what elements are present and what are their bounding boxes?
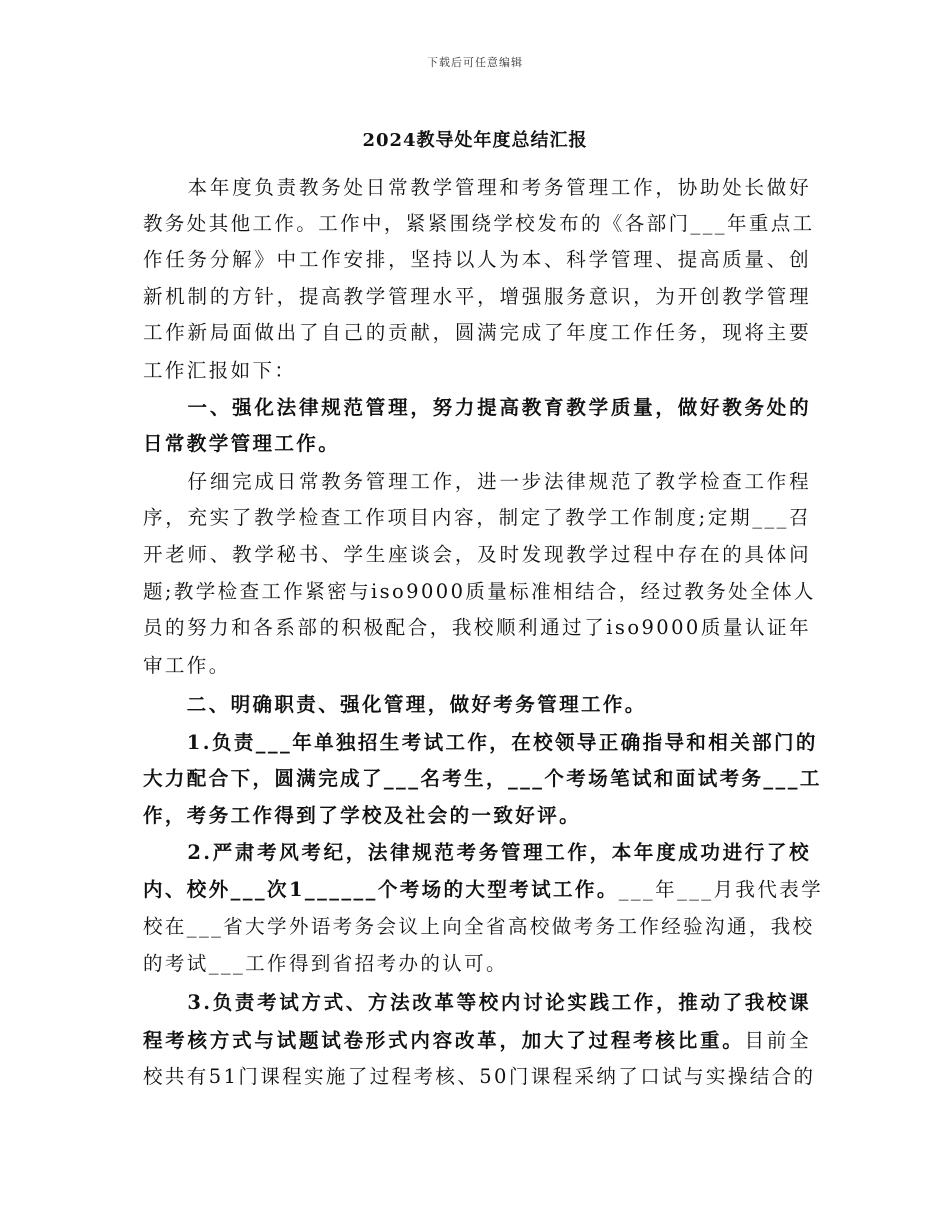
body-line: 2.严肃考风考纪，法律规范考务管理工作，本年度成功进行了校 <box>143 841 811 864</box>
body-line: 校共有51门课程实施了过程考核、50门课程采纳了口试与实操结合的 <box>143 1065 816 1088</box>
body-line: 题;教学检查工作紧密与iso9000质量标准相结合，经过教务处全体人 <box>143 580 816 603</box>
body-line: 员的努力和各系部的积极配合，我校顺利通过了iso9000质量认证年 <box>143 616 811 639</box>
body-line: 仔细完成日常教务管理工作，进一步法律规范了教学检查工作程 <box>143 470 811 493</box>
body-line: 作任务分解》中工作安排，坚持以人为本、科学管理、提高质量、创 <box>143 248 811 271</box>
body-line: 审工作。 <box>143 654 231 677</box>
body-line: 本年度负责教务处日常教学管理和考务管理工作，协助处长做好 <box>143 176 811 199</box>
bold-text-segment: 程考核方式与试题试卷形式内容改革，加大了过程考核比重。 <box>143 1029 745 1052</box>
normal-text-segment: ___年___月我代表学 <box>618 878 824 901</box>
body-line: 二、明确职责、强化管理，做好考务管理工作。 <box>143 693 647 716</box>
page-header-note: 下载后可任意编辑 <box>427 56 523 69</box>
body-line: 1.负责___年单独招生考试工作，在校领导正确指导和相关部门的 <box>143 731 818 754</box>
body-line: 大力配合下，圆满完成了___名考生，___个考场笔试和面试考务___工 <box>143 767 822 790</box>
body-line: 作，考务工作得到了学校及社会的一致好评。 <box>143 804 582 827</box>
document-title: 2024教导处年度总结汇报 <box>362 130 588 151</box>
body-line: 一、强化法律规范管理，努力提高教育教学质量，做好教务处的 <box>143 396 811 419</box>
body-line: 日常教学管理工作。 <box>143 432 341 455</box>
body-line: 新机制的方针，提高教学管理水平，增强服务意识，为开创教学管理 <box>143 285 811 308</box>
body-line: 开老师、教学秘书、学生座谈会，及时发现教学过程中存在的具体问 <box>143 543 811 566</box>
normal-text-segment: 目前全 <box>744 1029 811 1052</box>
body-line: 的考试___工作得到省招考办的认可。 <box>143 952 508 975</box>
body-line: 3.负责考试方式、方法改革等校内讨论实践工作，推动了我校课 <box>143 991 811 1014</box>
body-line: 工作汇报如下： <box>143 359 297 382</box>
body-line <box>143 874 824 902</box>
body-line: 校在___省大学外语考务会议上向全省高校做考务工作经验沟通，我校 <box>143 915 815 938</box>
body-line: 序，充实了教学检查工作项目内容，制定了教学工作制度;定期___召 <box>143 506 811 529</box>
body-line: 教务处其他工作。工作中，紧紧围绕学校发布的《各部门___年重点工 <box>143 212 815 235</box>
body-line <box>143 1025 811 1053</box>
bold-text-segment: 内、校外___次1______个考场的大型考试工作。 <box>143 878 619 901</box>
body-line: 工作新局面做出了自己的贡献，圆满完成了年度工作任务，现将主要 <box>143 321 811 344</box>
